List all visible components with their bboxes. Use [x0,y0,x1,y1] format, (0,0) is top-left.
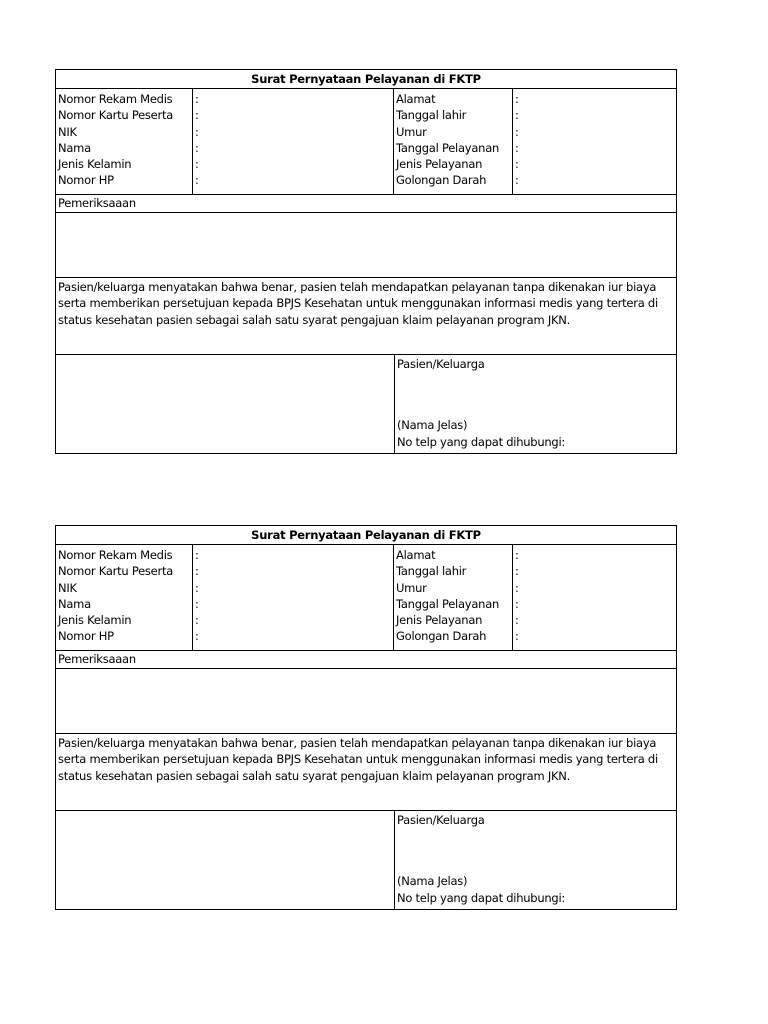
right-labels-column [394,545,513,650]
signature-blank-cell [56,355,395,453]
colon: : [195,548,199,562]
phone-label: No telp yang dapat dihubungi: [397,435,566,449]
label-nomor-kartu-peserta: Nomor Kartu Peserta [58,564,174,579]
label-nik: NIK [58,124,77,139]
statement-line: status kesehatan pasien sebagai salah satu syarat pengajuan klaim pelayanan program JKN. [58,768,571,783]
exam-box [56,669,676,734]
form-title: Surat Pernyataan Pelayanan di FKTP [56,70,676,89]
colon: : [515,124,519,139]
patient-info-row [56,545,676,651]
label-golongan-darah: Golongan Darah [396,173,487,188]
colon: : [515,173,519,188]
exam-label: Pemeriksaaan [56,195,676,213]
colon: : [195,596,199,611]
label-golongan-darah: Golongan Darah [396,629,487,644]
signature-row [56,355,676,453]
colon: : [195,124,199,139]
label-nama: Nama [58,596,91,611]
signature-blank-cell [56,811,395,909]
exam-box [56,213,676,278]
signer-label: Pasien/Keluarga [397,813,485,827]
exam-label: Pemeriksaaan [56,651,676,669]
colon: : [195,140,199,155]
right-values-column [513,545,676,650]
colon: : [195,629,199,644]
right-labels-column [394,89,513,194]
label-jenis-pelayanan: Jenis Pelayanan [396,613,483,628]
label-nama: Nama [58,140,91,155]
colon: : [195,564,199,579]
colon: : [515,613,519,628]
label-tanggal-lahir: Tanggal lahir [396,108,467,123]
label-nomor-rekam-medis: Nomor Rekam Medis [58,92,173,106]
colon: : [515,108,519,123]
label-tanggal-lahir: Tanggal lahir [396,564,467,579]
signature-cell [395,811,676,909]
name-label: (Nama Jelas) [397,418,468,432]
colon: : [195,580,199,595]
statement-line: Pasien/keluarga menyatakan bahwa benar, pasien telah mendapatkan pelayanan tanpa dikenakan iur biaya [58,736,657,750]
colon: : [515,564,519,579]
phone-label: No telp yang dapat dihubungi: [397,891,566,905]
consent-statement [56,734,676,811]
label-tanggal-pelayanan: Tanggal Pelayanan [396,140,500,155]
colon: : [515,140,519,155]
colon: : [515,580,519,595]
form-title: Surat Pernyataan Pelayanan di FKTP [56,526,676,545]
statement-line: serta memberikan persetujuan kepada BPJS Kesehatan untuk menggunakan informasi medis yang tertera di [58,296,658,311]
label-nomor-rekam-medis: Nomor Rekam Medis [58,548,173,562]
patient-info-row [56,89,676,195]
left-labels-column [56,89,193,194]
label-umur: Umur [396,580,427,595]
label-jenis-pelayanan: Jenis Pelayanan [396,157,483,172]
statement-form-2 [55,525,677,910]
label-umur: Umur [396,124,427,139]
label-nik: NIK [58,580,77,595]
colon: : [515,157,519,172]
colon: : [195,92,199,106]
colon: : [515,629,519,644]
label-nomor-hp: Nomor HP [58,629,114,644]
left-values-column [193,545,394,650]
colon: : [515,596,519,611]
statement-form-1 [55,69,677,454]
consent-statement [56,278,676,355]
statement-line: status kesehatan pasien sebagai salah satu syarat pengajuan klaim pelayanan program JKN. [58,312,571,327]
colon: : [195,613,199,628]
label-jenis-kelamin: Jenis Kelamin [58,613,132,628]
label-alamat: Alamat [396,92,436,106]
label-nomor-hp: Nomor HP [58,173,114,188]
statement-line: Pasien/keluarga menyatakan bahwa benar, pasien telah mendapatkan pelayanan tanpa dikenakan iur biaya [58,280,657,294]
colon: : [515,92,519,106]
label-jenis-kelamin: Jenis Kelamin [58,157,132,172]
left-values-column [193,89,394,194]
left-labels-column [56,545,193,650]
colon: : [195,173,199,188]
signature-row [56,811,676,909]
signer-label: Pasien/Keluarga [397,357,485,371]
label-nomor-kartu-peserta: Nomor Kartu Peserta [58,108,174,123]
colon: : [515,548,519,562]
signature-cell [395,355,676,453]
name-label: (Nama Jelas) [397,874,468,888]
label-tanggal-pelayanan: Tanggal Pelayanan [396,596,500,611]
colon: : [195,157,199,172]
right-values-column [513,89,676,194]
colon: : [195,108,199,123]
statement-line: serta memberikan persetujuan kepada BPJS Kesehatan untuk menggunakan informasi medis yang tertera di [58,752,658,767]
label-alamat: Alamat [396,548,436,562]
